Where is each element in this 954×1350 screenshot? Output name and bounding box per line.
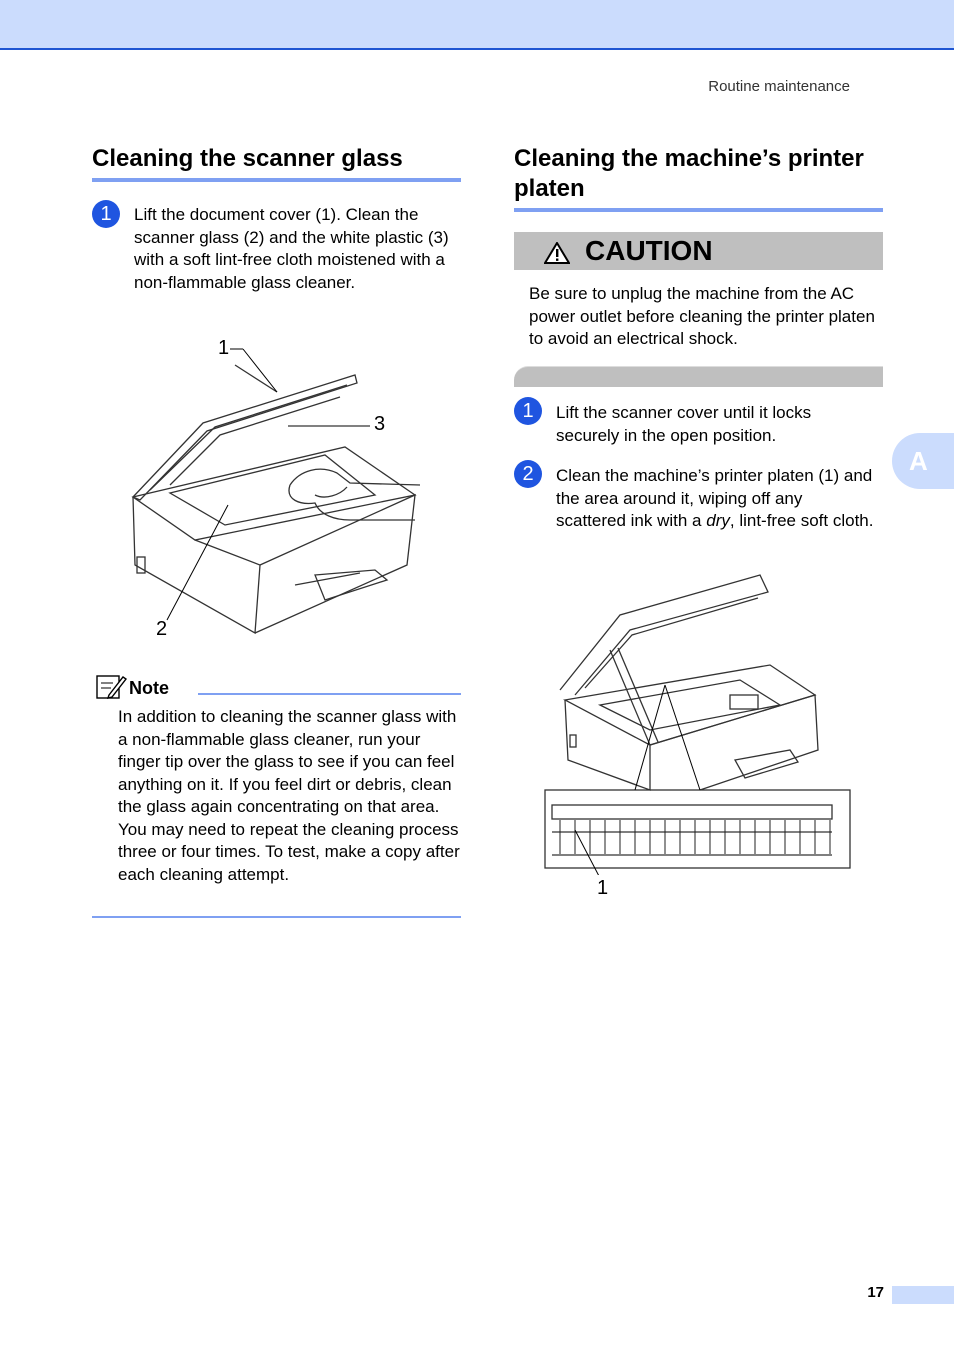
step-1-text: Lift the document cover (1). Clean the scanner glass (2) and the white plastic (3) with a soft lint-free cloth moistened with a non-flammable glass cleaner. bbox=[134, 205, 449, 292]
callout-2: 2 bbox=[156, 618, 168, 640]
note-pencil-icon bbox=[95, 673, 127, 701]
step-2-right-text bbox=[556, 465, 876, 533]
page-number: 17 bbox=[867, 1284, 884, 1301]
callout-3: 3 bbox=[374, 413, 386, 435]
caution-text: Be sure to unplug the machine from the AC power outlet before cleaning the printer platen to avoid an electrical shock. bbox=[529, 284, 875, 348]
note-rule bbox=[198, 693, 461, 695]
note-bottom-rule bbox=[92, 916, 461, 918]
printer-platen-illustration bbox=[540, 570, 855, 875]
platen-ribs bbox=[560, 820, 830, 854]
step-number-2-right: 2 bbox=[514, 460, 542, 488]
note-text: In addition to cleaning the scanner glass with a non-flammable glass cleaner, run your finger tip over the glass to see if you can feel anything on it. If you feel dirt or debris, clean the glass again concentrating on that area. You may need to repeat the cleaning process three or four times. To test, make a copy after each cleaning attempt. bbox=[118, 707, 460, 884]
step-2-text-a: Clean the machine’s printer platen (1) and the area around it, wiping off any scattered ink with a bbox=[556, 466, 873, 530]
callout-platen-1: 1 bbox=[597, 877, 609, 899]
heading-rule-right bbox=[514, 208, 883, 212]
step-2-text-em: dry bbox=[706, 511, 730, 530]
note-title: Note bbox=[129, 678, 169, 698]
step-number-1-right: 1 bbox=[514, 397, 542, 425]
heading-rule bbox=[92, 178, 461, 182]
scanner-glass-illustration bbox=[125, 335, 425, 645]
step-2-text-b: , lint-free soft cloth. bbox=[729, 511, 874, 530]
warning-triangle-icon bbox=[544, 242, 570, 264]
heading-scanner-glass: Cleaning the scanner glass bbox=[92, 145, 403, 172]
appendix-tab: A bbox=[892, 433, 954, 489]
heading-printer-platen: Cleaning the machine’s printer platen bbox=[514, 145, 864, 202]
page-number-bar bbox=[892, 1286, 954, 1304]
top-color-band bbox=[0, 0, 954, 50]
step-1-right-text: Lift the scanner cover until it locks securely in the open position. bbox=[556, 403, 812, 445]
callout-1: 1 bbox=[218, 337, 230, 359]
step-number-1: 1 bbox=[92, 200, 120, 228]
caution-footer-bar bbox=[514, 366, 883, 387]
running-header: Routine maintenance bbox=[708, 78, 850, 95]
caution-title: CAUTION bbox=[585, 235, 713, 266]
